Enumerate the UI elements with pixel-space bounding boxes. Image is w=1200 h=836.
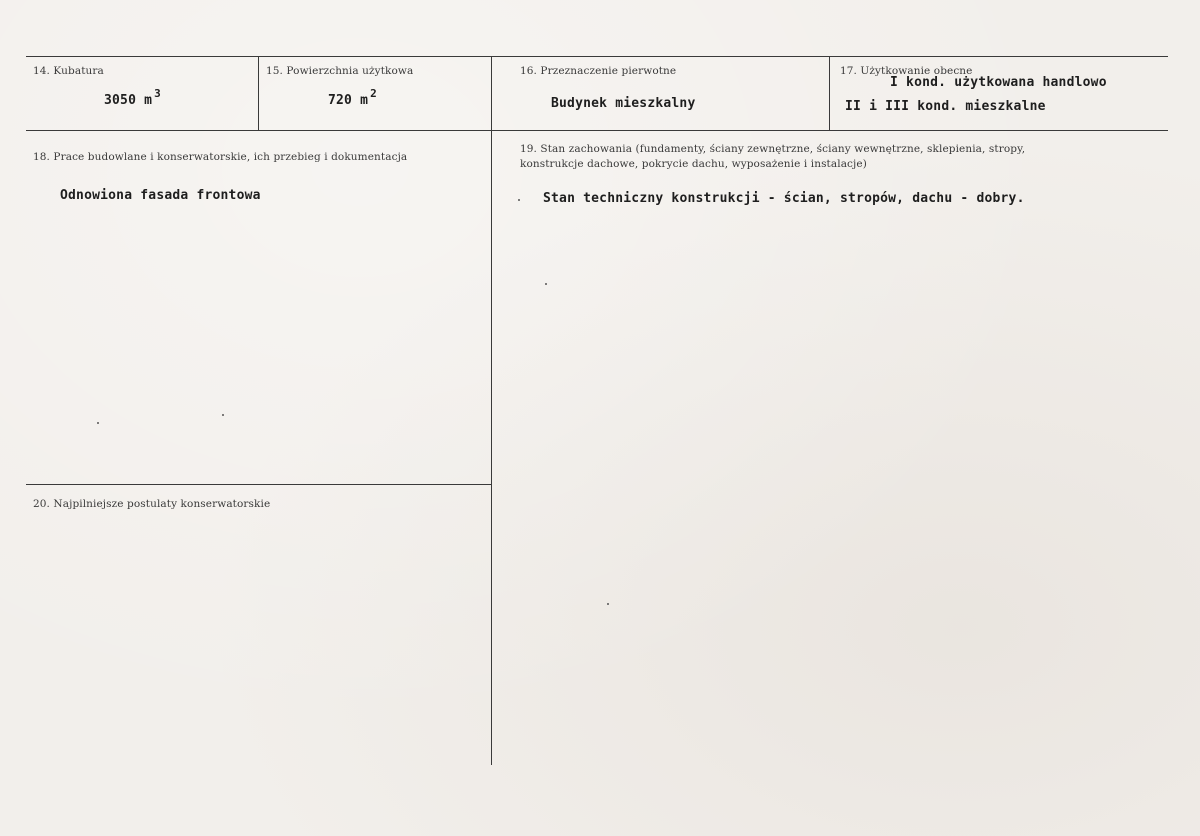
kubatura-label: 14. Kubatura [33,65,104,77]
top-rule [26,56,1168,57]
powierzchnia-exponent: 2 [370,87,377,100]
prace-label: 18. Prace budowlane i konserwatorskie, ich przebieg i dokumentacja [33,151,408,163]
paper-speck [97,422,99,424]
lower-left-rule [26,484,492,485]
prace-value: Odnowiona fasada frontowa [60,188,261,203]
paper-speck [222,414,224,416]
divider-14-15 [258,57,259,130]
paper-speck [518,199,520,201]
uzytkowanie-line-1: I kond. użytkowana handlowo [890,75,1107,90]
stan-label: 19. Stan zachowania (fundamenty, ściany zewnętrzne, ściany wewnętrzne, sklepienia, stropy, konstrukcje dachowe, pokrycie dachu, wyposażenie i instalacje) [520,143,1026,170]
uzytkowanie-label: 17. Użytkowanie obecne [840,65,973,77]
paper-speck [607,603,609,605]
kubatura-exponent: 3 [154,87,161,100]
divider-15-16 [491,57,492,765]
kubatura-number: 3050 m [104,93,153,108]
uzytkowanie-line-2: II i III kond. mieszkalne [845,99,1046,114]
kubatura-value [104,87,161,108]
przeznaczenie-value: Budynek mieszkalny [551,96,696,111]
powierzchnia-number: 720 m [328,93,369,108]
powierzchnia-label: 15. Powierzchnia użytkowa [266,65,414,77]
divider-16-17 [829,57,830,130]
second-rule [26,130,1168,131]
przeznaczenie-label: 16. Przeznaczenie pierwotne [520,65,677,77]
postulaty-label: 20. Najpilniejsze postulaty konserwatorskie [33,498,271,510]
powierzchnia-value [328,87,377,108]
paper-speck [545,283,547,285]
stan-value: Stan techniczny konstrukcji - ścian, stropów, dachu - dobry. [543,191,1025,206]
